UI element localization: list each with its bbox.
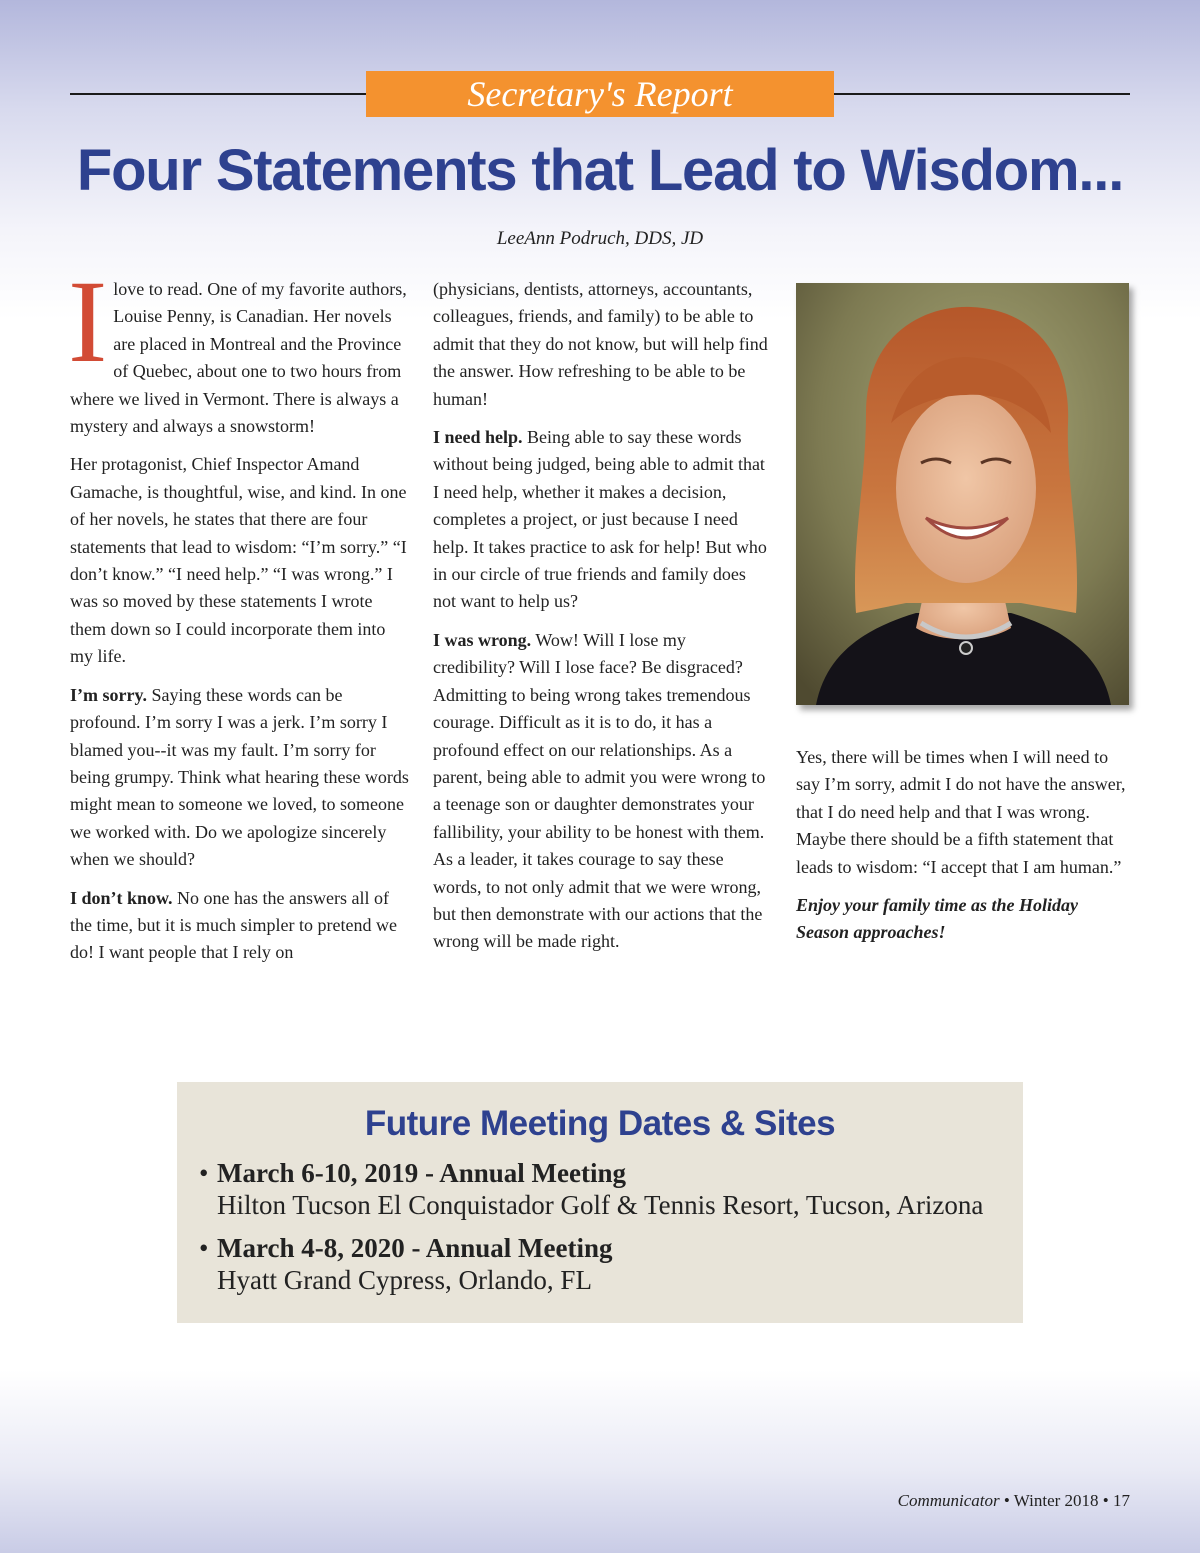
page-footer (898, 1490, 1130, 1512)
header-rule-left (70, 93, 366, 95)
meeting-venue: Hilton Tucson El Conquistador Golf & Tennis Resort, Tucson, Arizona (217, 1190, 984, 1220)
paragraph-intro (68, 256, 410, 440)
paragraph-continued: (physicians, dentists, attorneys, accountants, colleagues, friends, and family) to be able to admit that they do not know, but will help find the answer. How refreshing to be able to be human! (433, 279, 768, 409)
bullet: • (199, 1158, 209, 1188)
lead-i-dont-know: I don’t know. (70, 887, 173, 908)
lead-i-was-wrong: I was wrong. (433, 629, 532, 650)
publication-name: Communicator (897, 1491, 1000, 1510)
closing-line: Enjoy your family time as the Holiday Season approaches! (796, 895, 1078, 943)
text-im-sorry: Saying these words can be profound. I’m sorry I was a jerk. I’m sorry I blamed you--it was my fault. I’m sorry for being grumpy. Think what hearing these words might mean to someone we loved, to someone we worked with. Do we apologize sincerely when we should? (70, 684, 409, 870)
paragraph-i-dont-know (70, 885, 410, 967)
author-portrait-image (796, 283, 1129, 705)
meeting-dates-box (177, 1082, 1023, 1323)
drop-cap: I (68, 256, 108, 387)
section-banner: Secretary's Report (366, 71, 834, 117)
paragraph-i-need-help (433, 424, 771, 616)
meeting-date: March 4-8, 2020 - Annual Meeting (217, 1233, 613, 1263)
paragraph-fifth-statement: Yes, there will be times when I will need to say I’m sorry, admit I do not have the answer, that I do need help and that I was wrong. Maybe there should be a fifth statement that leads to wisdom: “I accept that I am human.” (796, 747, 1126, 877)
text-i-dont-know: No one has the answers all of the time, but it is much simpler to pretend we do! I want people that I rely on (70, 887, 397, 963)
lead-i-need-help: I need help. (433, 427, 523, 448)
bullet: • (199, 1233, 209, 1263)
author-photo (796, 283, 1129, 705)
text-i-was-wrong: Wow! Will I lose my credibility? Will I lose face? Be disgraced? Admitting to being wrong takes tremendous courage. Difficult as it is to do, it has a profound effect on our relationships. As a parent, being able to admit you were wrong to a teenage son or daughter demonstrates your fallibility, your ability to be honest with them. As a leader, it takes courage to say these words, to not only admit that we were wrong, but then demonstrate with our actions that the wrong will be made right. (433, 629, 766, 952)
paragraph-protagonist: Her protagonist, Chief Inspector Amand Gamache, is thoughtful, wise, and kind. In one of her novels, he states that there are four statements that lead to wisdom: “I’m sorry.” “I don’t know.” “I need help.” “I was wrong.” I was so moved by these statements I wrote them down so I could incorporate them into my life. (70, 454, 407, 667)
article-byline: LeeAnn Podruch, DDS, JD (496, 228, 704, 249)
meeting-item (199, 1232, 612, 1296)
meeting-venue: Hyatt Grand Cypress, Orlando, FL (217, 1265, 592, 1295)
header-rule-right (834, 93, 1130, 95)
meeting-item (199, 1157, 983, 1221)
meeting-date: March 6-10, 2019 - Annual Meeting (217, 1158, 626, 1188)
text-i-need-help: Being able to say these words without being judged, being able to admit that I need help, whether it makes a decision, completes a project, or just because I need help. It takes practice to ask for help! But who in our circle of true friends and family does not want to help us? (433, 427, 767, 612)
paragraph-im-sorry (70, 682, 410, 874)
meeting-dates-title: Future Meeting Dates & Sites (364, 1104, 836, 1143)
paragraph-i-was-wrong (433, 627, 771, 956)
lead-im-sorry: I’m sorry. (70, 684, 147, 705)
article-title: Four Statements that Lead to Wisdom... (76, 138, 1124, 203)
paragraph-intro-text: love to read. One of my favorite authors, Louise Penny, is Canadian. Her novels are placed in Montreal and the Province of Quebec, about one to two hours from where we lived in Vermont. There is always a mystery and always a snowstorm! (70, 279, 407, 437)
article-column-1 (68, 256, 410, 978)
article-column-3 (796, 744, 1132, 958)
article-column-2 (433, 276, 771, 967)
issue-info: • Winter 2018 • 17 (999, 1491, 1130, 1510)
